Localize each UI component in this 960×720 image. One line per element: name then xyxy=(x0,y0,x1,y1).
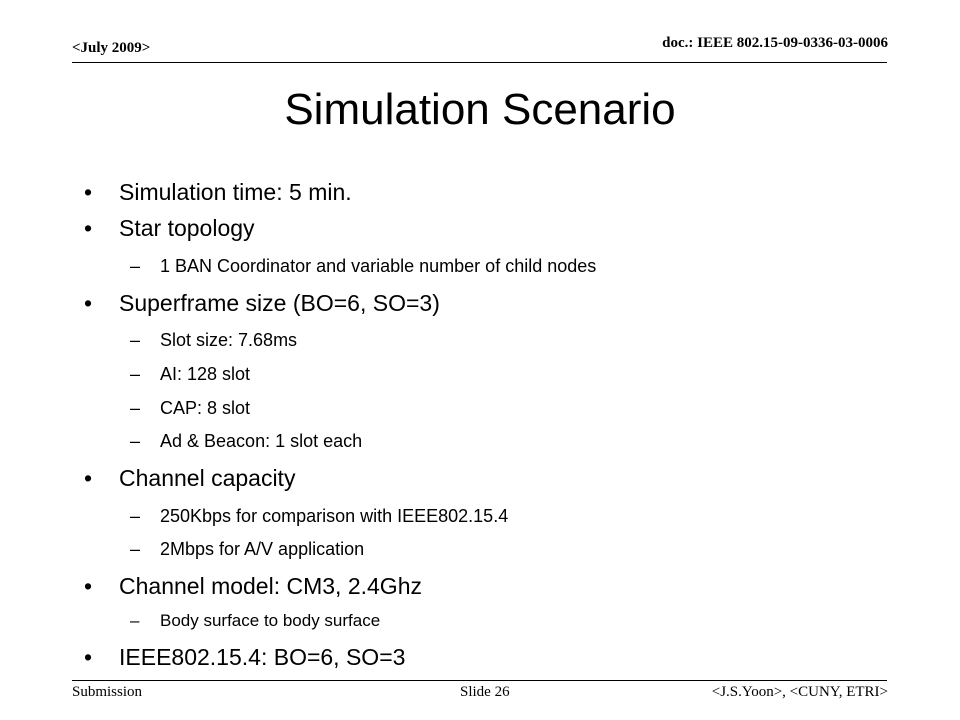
sub-bullet-marker: – xyxy=(130,364,141,384)
bullet-marker: • xyxy=(84,179,93,205)
header-divider xyxy=(72,62,887,63)
sub-bullet-text: AI: 128 slot xyxy=(160,364,251,384)
footer-submission: Submission xyxy=(72,684,143,700)
header-doc-id: doc.: IEEE 802.15-09-0336-03-0006 xyxy=(662,35,888,51)
bullet-marker: • xyxy=(84,465,93,491)
sub-bullet-marker: – xyxy=(130,330,141,350)
sub-bullet-marker: – xyxy=(130,431,141,451)
bullet-text: Simulation time: 5 min. xyxy=(119,179,352,205)
slide-title: Simulation Scenario xyxy=(284,85,676,134)
footer-authors: <J.S.Yoon>, <CUNY, ETRI> xyxy=(711,684,888,700)
bullet-text: IEEE802.15.4: BO=6, SO=3 xyxy=(119,644,406,670)
sub-bullet-marker: – xyxy=(130,539,141,559)
sub-bullet-text: 1 BAN Coordinator and variable number of child nodes xyxy=(160,256,597,276)
sub-bullet-text: Ad & Beacon: 1 slot each xyxy=(160,431,363,451)
bullet-text: Star topology xyxy=(119,215,255,241)
sub-bullet-text: Slot size: 7.68ms xyxy=(160,330,298,350)
bullet-text: Channel model: CM3, 2.4Ghz xyxy=(119,573,422,599)
bullet-marker: • xyxy=(84,215,93,241)
sub-bullet-marker: – xyxy=(130,256,141,276)
bullet-marker: • xyxy=(84,573,93,599)
footer-slide-number: Slide 26 xyxy=(460,684,510,700)
sub-bullet-marker: – xyxy=(130,506,141,526)
sub-bullet-text: Body surface to body surface xyxy=(160,611,381,630)
sub-bullet-text: CAP: 8 slot xyxy=(160,398,251,418)
bullet-marker: • xyxy=(84,290,93,316)
sub-bullet-text: 250Kbps for comparison with IEEE802.15.4 xyxy=(160,506,509,526)
bullet-marker: • xyxy=(84,644,93,670)
footer-divider xyxy=(72,680,887,681)
bullet-text: Superframe size (BO=6, SO=3) xyxy=(119,290,440,316)
sub-bullet-text: 2Mbps for A/V application xyxy=(160,539,365,559)
bullet-text: Channel capacity xyxy=(119,465,296,491)
header-date: <July 2009> xyxy=(72,40,151,56)
sub-bullet-marker: – xyxy=(130,611,140,630)
sub-bullet-marker: – xyxy=(130,398,141,418)
